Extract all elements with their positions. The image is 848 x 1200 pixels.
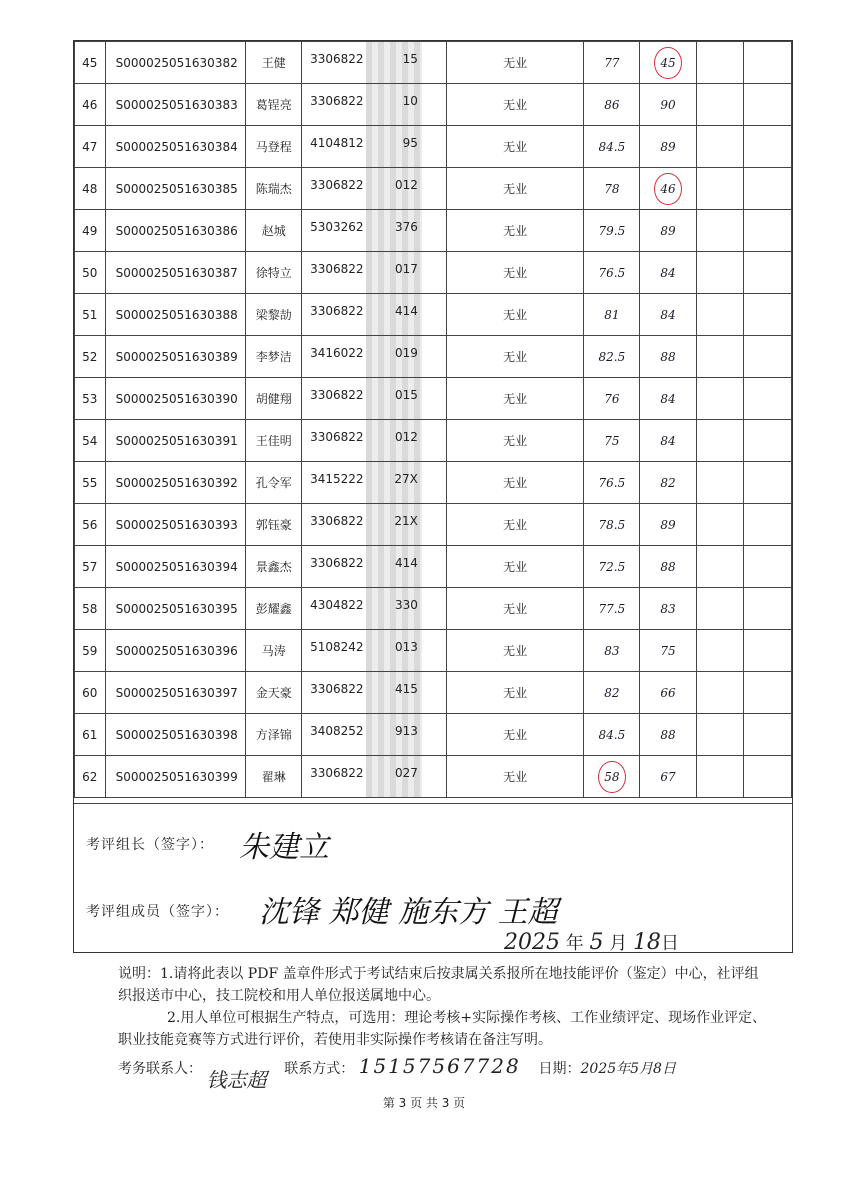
candidate-name: 胡健翔 <box>246 378 302 420</box>
remarks-cell <box>744 294 792 336</box>
row-number: 55 <box>75 462 106 504</box>
occupation: 无业 <box>446 168 583 210</box>
occupation: 无业 <box>446 420 583 462</box>
remarks-cell <box>744 168 792 210</box>
empty-cell <box>696 336 744 378</box>
id-card-suffix: 330 <box>395 598 418 612</box>
id-card-suffix: 017 <box>395 262 418 276</box>
leader-signature: 朱建立 <box>239 830 329 865</box>
empty-cell <box>696 168 744 210</box>
remarks-cell <box>744 420 792 462</box>
row-number: 57 <box>75 546 106 588</box>
exam-id: S000025051630388 <box>105 294 246 336</box>
table-row <box>75 42 792 84</box>
id-card-number <box>302 672 447 714</box>
id-card-prefix: 3306822 <box>310 514 364 528</box>
remarks-cell <box>744 42 792 84</box>
exam-id: S000025051630394 <box>105 546 246 588</box>
exam-id: S000025051630385 <box>105 168 246 210</box>
table-row <box>75 504 792 546</box>
score-sheet <box>73 40 793 953</box>
candidate-name: 马登程 <box>246 126 302 168</box>
candidate-name: 赵城 <box>246 210 302 252</box>
empty-cell <box>696 630 744 672</box>
id-card-suffix: 21X <box>394 514 418 528</box>
id-card-number <box>302 168 447 210</box>
table-row <box>75 756 792 798</box>
practice-score: 89 <box>640 126 696 168</box>
sign-date-day-unit: 日 <box>660 933 679 954</box>
empty-cell <box>696 84 744 126</box>
row-number: 52 <box>75 336 106 378</box>
candidate-name: 王健 <box>246 42 302 84</box>
remarks-cell <box>744 126 792 168</box>
page-footer: 第 3 页 共 3 页 <box>382 1096 466 1110</box>
occupation: 无业 <box>446 756 583 798</box>
candidate-name: 梁黎劼 <box>246 294 302 336</box>
sign-date-month: 5 <box>589 930 604 955</box>
exam-id: S000025051630384 <box>105 126 246 168</box>
row-number: 59 <box>75 630 106 672</box>
table-row <box>75 714 792 756</box>
candidate-name: 郭钰豪 <box>246 504 302 546</box>
candidate-name: 方泽锦 <box>246 714 302 756</box>
theory-score: 72.5 <box>584 546 640 588</box>
row-number: 47 <box>75 126 106 168</box>
id-card-suffix: 027 <box>395 766 418 780</box>
empty-cell <box>696 588 744 630</box>
id-card-prefix: 3306822 <box>310 556 364 570</box>
empty-cell <box>696 462 744 504</box>
table-row <box>75 168 792 210</box>
id-card-prefix: 3306822 <box>310 52 364 66</box>
id-card-prefix: 3306822 <box>310 94 364 108</box>
exam-id: S000025051630389 <box>105 336 246 378</box>
id-card-suffix: 013 <box>395 640 418 654</box>
id-card-suffix: 012 <box>395 178 418 192</box>
theory-score <box>584 756 640 798</box>
table-row <box>75 126 792 168</box>
theory-score: 76 <box>584 378 640 420</box>
table-row <box>75 336 792 378</box>
score-table <box>74 41 792 798</box>
table-row <box>75 252 792 294</box>
practice-score: 66 <box>640 672 696 714</box>
row-number: 56 <box>75 504 106 546</box>
sign-date-year: 2025 <box>504 930 560 955</box>
id-card-prefix: 3415222 <box>310 472 364 486</box>
id-card-number <box>302 42 447 84</box>
members-label: 考评组成员（签字）： <box>86 904 229 920</box>
id-card-prefix: 3306822 <box>310 262 364 276</box>
practice-score: 82 <box>640 462 696 504</box>
contact-person-label: 考务联系人： <box>118 1061 202 1077</box>
candidate-name: 徐特立 <box>246 252 302 294</box>
occupation: 无业 <box>446 546 583 588</box>
id-card-suffix: 913 <box>395 724 418 738</box>
row-number: 46 <box>75 84 106 126</box>
theory-score: 79.5 <box>584 210 640 252</box>
occupation: 无业 <box>446 378 583 420</box>
exam-id: S000025051630398 <box>105 714 246 756</box>
contact-line <box>118 1050 758 1092</box>
row-number: 45 <box>75 42 106 84</box>
id-card-number <box>302 504 447 546</box>
table-row <box>75 420 792 462</box>
practice-score <box>640 168 696 210</box>
row-number: 62 <box>75 756 106 798</box>
practice-score: 88 <box>640 714 696 756</box>
occupation: 无业 <box>446 84 583 126</box>
occupation: 无业 <box>446 252 583 294</box>
id-card-prefix: 3306822 <box>310 304 364 318</box>
id-card-prefix: 4104812 <box>310 136 364 150</box>
row-number: 61 <box>75 714 106 756</box>
row-number: 51 <box>75 294 106 336</box>
practice-score: 83 <box>640 588 696 630</box>
contact-date: 2025年5月8日 <box>580 1061 676 1077</box>
row-number: 49 <box>75 210 106 252</box>
remarks-cell <box>744 252 792 294</box>
exam-id: S000025051630392 <box>105 462 246 504</box>
exam-id: S000025051630390 <box>105 378 246 420</box>
exam-id: S000025051630386 <box>105 210 246 252</box>
exam-id: S000025051630393 <box>105 504 246 546</box>
practice-score: 84 <box>640 420 696 462</box>
id-card-prefix: 3306822 <box>310 682 364 696</box>
practice-score: 89 <box>640 504 696 546</box>
exam-id: S000025051630382 <box>105 42 246 84</box>
theory-score: 78.5 <box>584 504 640 546</box>
empty-cell <box>696 504 744 546</box>
theory-score: 76.5 <box>584 462 640 504</box>
occupation: 无业 <box>446 210 583 252</box>
theory-score: 81 <box>584 294 640 336</box>
theory-score: 75 <box>584 420 640 462</box>
table-row <box>75 294 792 336</box>
fail-circle: 46 <box>654 173 681 205</box>
occupation: 无业 <box>446 588 583 630</box>
candidate-name: 王佳明 <box>246 420 302 462</box>
members-signature: 沈锋 郑健 施东方 王超 <box>259 895 558 930</box>
occupation: 无业 <box>446 42 583 84</box>
table-row <box>75 378 792 420</box>
remarks-cell <box>744 462 792 504</box>
id-card-prefix: 4304822 <box>310 598 364 612</box>
id-card-suffix: 012 <box>395 430 418 444</box>
empty-cell <box>696 42 744 84</box>
row-number: 53 <box>75 378 106 420</box>
sign-date-day: 18 <box>632 930 661 955</box>
remarks-cell <box>744 672 792 714</box>
table-row <box>75 588 792 630</box>
empty-cell <box>696 378 744 420</box>
exam-id: S000025051630391 <box>105 420 246 462</box>
id-card-prefix: 5108242 <box>310 640 364 654</box>
contact-phone: 15157567728 <box>358 1054 521 1078</box>
contact-date-label: 日期： <box>538 1061 581 1077</box>
id-card-suffix: 376 <box>395 220 418 234</box>
sign-date <box>504 929 679 955</box>
id-card-suffix: 27X <box>394 472 418 486</box>
theory-score: 76.5 <box>584 252 640 294</box>
theory-score: 84.5 <box>584 126 640 168</box>
row-number: 60 <box>75 672 106 714</box>
theory-score: 84.5 <box>584 714 640 756</box>
id-card-number <box>302 630 447 672</box>
leader-signature-row <box>74 803 792 884</box>
id-card-suffix: 414 <box>395 556 418 570</box>
note-2: 2.用人单位可根据生产特点，可选用：理论考核+实际操作考核、工作业绩评定、现场作业评定、职业技能竞赛等方式进行评价，若使用非实际操作考核请在备注写明。 <box>118 1010 767 1048</box>
table-row <box>75 462 792 504</box>
id-card-prefix: 3306822 <box>310 178 364 192</box>
candidate-name: 李梦洁 <box>246 336 302 378</box>
empty-cell <box>696 672 744 714</box>
exam-id: S000025051630396 <box>105 630 246 672</box>
exam-id: S000025051630383 <box>105 84 246 126</box>
practice-score: 84 <box>640 294 696 336</box>
id-card-prefix: 3306822 <box>310 430 364 444</box>
id-card-suffix: 015 <box>395 388 418 402</box>
id-card-suffix: 415 <box>395 682 418 696</box>
remarks-cell <box>744 546 792 588</box>
exam-id: S000025051630399 <box>105 756 246 798</box>
candidate-name: 彭耀鑫 <box>246 588 302 630</box>
id-card-number <box>302 546 447 588</box>
id-card-number <box>302 126 447 168</box>
occupation: 无业 <box>446 504 583 546</box>
practice-score: 90 <box>640 84 696 126</box>
id-card-number <box>302 462 447 504</box>
id-card-prefix: 3408252 <box>310 724 364 738</box>
fail-circle: 58 <box>598 761 625 793</box>
practice-score: 88 <box>640 336 696 378</box>
theory-score: 82 <box>584 672 640 714</box>
remarks-cell <box>744 630 792 672</box>
exam-id: S000025051630395 <box>105 588 246 630</box>
table-row <box>75 630 792 672</box>
occupation: 无业 <box>446 462 583 504</box>
remarks-cell <box>744 504 792 546</box>
id-card-prefix: 3306822 <box>310 766 364 780</box>
row-number: 48 <box>75 168 106 210</box>
theory-score: 77.5 <box>584 588 640 630</box>
table-row <box>75 84 792 126</box>
remarks-cell <box>744 714 792 756</box>
score-table-body <box>75 42 792 798</box>
exam-id: S000025051630397 <box>105 672 246 714</box>
id-card-suffix: 019 <box>395 346 418 360</box>
fail-circle: 45 <box>654 47 681 79</box>
sign-date-year-unit: 年 <box>565 933 584 954</box>
candidate-name: 孔令军 <box>246 462 302 504</box>
empty-cell <box>696 714 744 756</box>
practice-score: 84 <box>640 378 696 420</box>
occupation: 无业 <box>446 672 583 714</box>
theory-score: 83 <box>584 630 640 672</box>
contact-person-signature: 钱志超 <box>206 1068 267 1092</box>
empty-cell <box>696 126 744 168</box>
candidate-name: 马涛 <box>246 630 302 672</box>
theory-score: 78 <box>584 168 640 210</box>
remarks-cell <box>744 336 792 378</box>
id-card-number <box>302 588 447 630</box>
contact-phone-label: 联系方式： <box>284 1061 355 1077</box>
exam-id: S000025051630387 <box>105 252 246 294</box>
remarks-cell <box>744 84 792 126</box>
id-card-number <box>302 210 447 252</box>
occupation: 无业 <box>446 294 583 336</box>
candidate-name: 陈瑞杰 <box>246 168 302 210</box>
occupation: 无业 <box>446 714 583 756</box>
note-1: 说明：1.请将此表以 PDF 盖章件形式于考试结束后按隶属关系报所在地技能评价（鉴定）中心，社评组织报送市中心，技工院校和用人单位报送属地中心。 <box>118 966 759 1004</box>
empty-cell <box>696 210 744 252</box>
row-number: 58 <box>75 588 106 630</box>
id-card-suffix: 10 <box>402 94 418 108</box>
remarks-cell <box>744 378 792 420</box>
table-row <box>75 672 792 714</box>
theory-score: 86 <box>584 84 640 126</box>
practice-score: 88 <box>640 546 696 588</box>
remarks-cell <box>744 210 792 252</box>
candidate-name: 翟琳 <box>246 756 302 798</box>
practice-score: 75 <box>640 630 696 672</box>
id-card-prefix: 3306822 <box>310 388 364 402</box>
remarks-cell <box>744 756 792 798</box>
id-card-number <box>302 714 447 756</box>
practice-score: 89 <box>640 210 696 252</box>
id-card-suffix: 15 <box>402 52 418 66</box>
notes-section <box>118 963 768 1051</box>
leader-label: 考评组长（签字）： <box>86 837 214 853</box>
empty-cell <box>696 294 744 336</box>
id-card-suffix: 95 <box>402 136 418 150</box>
empty-cell <box>696 420 744 462</box>
empty-cell <box>696 252 744 294</box>
candidate-name: 葛锃亮 <box>246 84 302 126</box>
candidate-name: 景鑫杰 <box>246 546 302 588</box>
id-card-number <box>302 294 447 336</box>
theory-score: 82.5 <box>584 336 640 378</box>
table-row <box>75 546 792 588</box>
remarks-cell <box>744 588 792 630</box>
occupation: 无业 <box>446 126 583 168</box>
practice-score: 84 <box>640 252 696 294</box>
id-card-number <box>302 378 447 420</box>
row-number: 50 <box>75 252 106 294</box>
id-card-prefix: 3416022 <box>310 346 364 360</box>
practice-score: 67 <box>640 756 696 798</box>
id-card-number <box>302 84 447 126</box>
theory-score: 77 <box>584 42 640 84</box>
id-card-number <box>302 252 447 294</box>
empty-cell <box>696 756 744 798</box>
row-number: 54 <box>75 420 106 462</box>
empty-cell <box>696 546 744 588</box>
practice-score <box>640 42 696 84</box>
id-card-number <box>302 336 447 378</box>
sign-date-month-unit: 月 <box>609 933 628 954</box>
candidate-name: 金天豪 <box>246 672 302 714</box>
id-card-number <box>302 756 447 798</box>
occupation: 无业 <box>446 336 583 378</box>
id-card-prefix: 5303262 <box>310 220 364 234</box>
table-row <box>75 210 792 252</box>
occupation: 无业 <box>446 630 583 672</box>
id-card-number <box>302 420 447 462</box>
id-card-suffix: 414 <box>395 304 418 318</box>
